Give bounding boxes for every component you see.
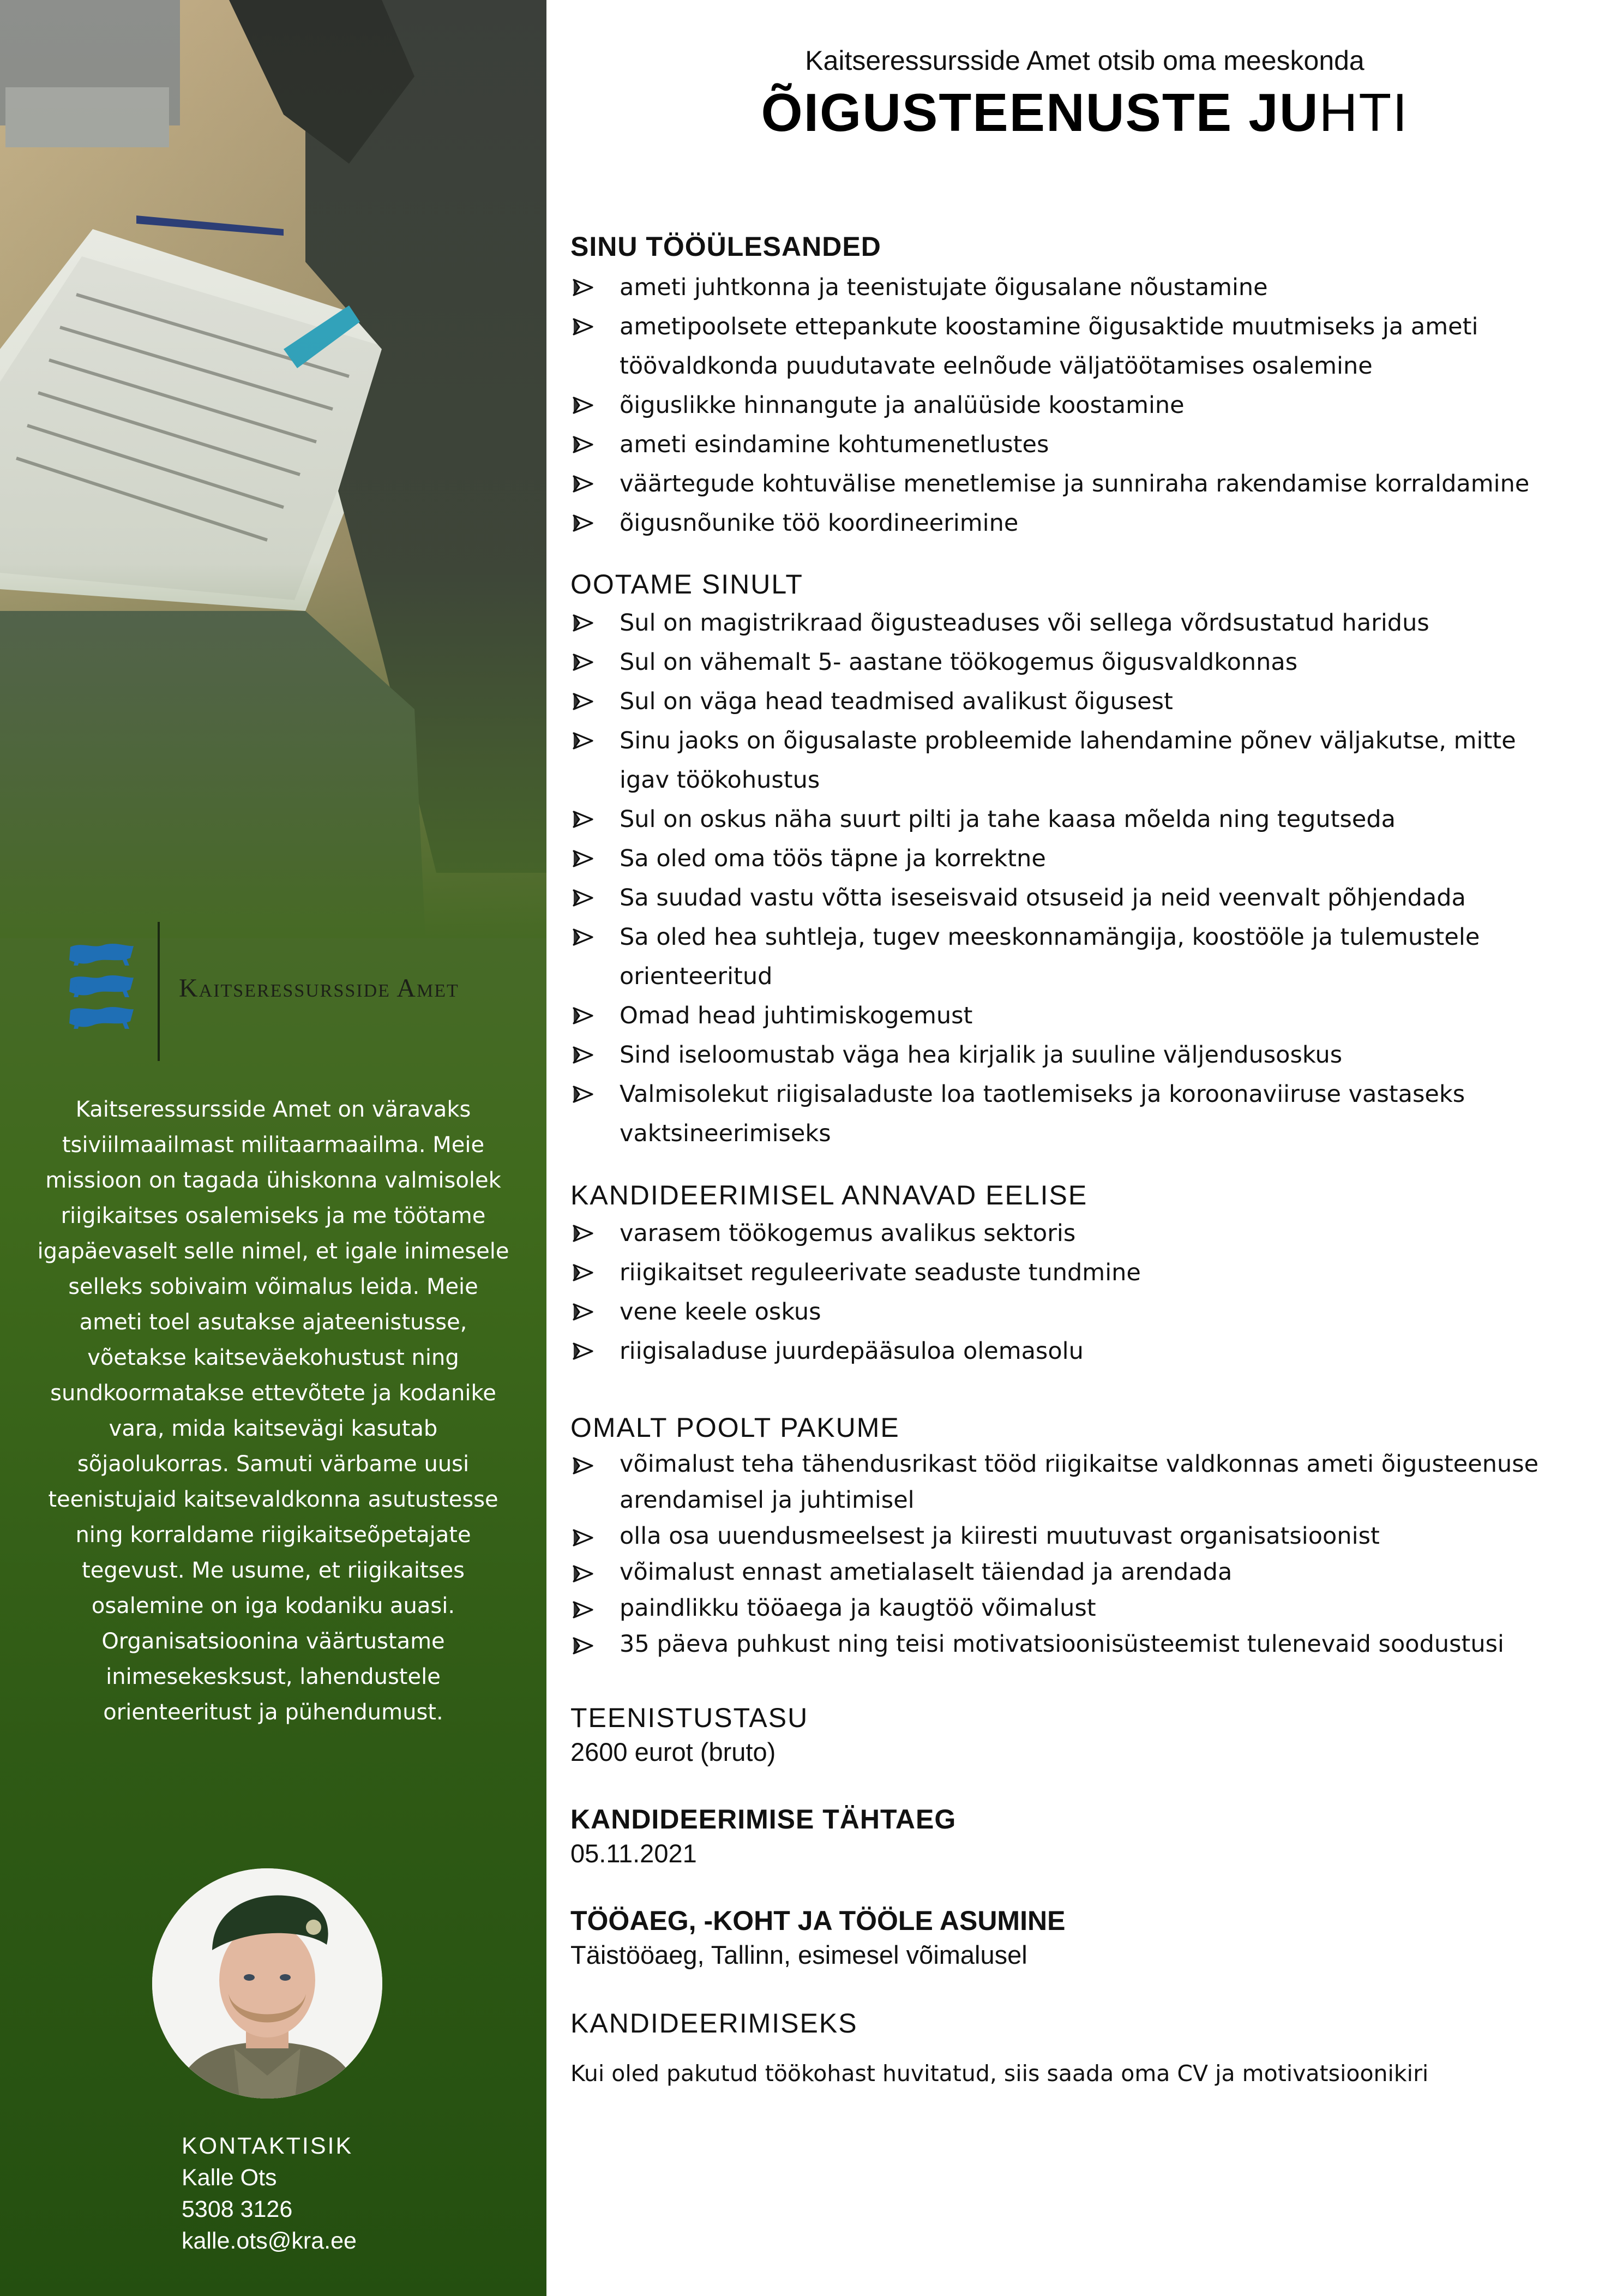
- requirements-list: [570, 603, 1601, 1153]
- list-item-continuation: töövaldkonda puudutavate eelnõude väljatöötamises osalemine: [620, 352, 1373, 380]
- arrow-bullet-icon: [570, 503, 603, 543]
- about-line: tsiviilmaailmast militaarmaailma. Meie: [62, 1132, 485, 1158]
- list-item: võimalust ennast ametialaselt täiendad ja arendada: [570, 1554, 1601, 1590]
- apply-text: Kui oled pakutud töökohast huvitatud, siis saada oma CV ja motivatsioonikiri: [570, 2060, 1429, 2087]
- about-line: riigikaitses osalemiseks ja me töötame: [61, 1203, 486, 1228]
- arrow-bullet-icon: [570, 603, 603, 643]
- list-item: Valmisolekut riigisaladuste loa taotlemiseks ja koroonaviiruse vastaseks: [570, 1075, 1601, 1114]
- list-item: vene keele oskus: [570, 1292, 1601, 1332]
- list-item: Sinu jaoks on õigusalaste probleemide lahendamine põnev väljakutse, mitte: [570, 721, 1601, 760]
- list-item: 35 päeva puhkust ning teisi motivatsioonisüsteemist tulenevaid soodustusi: [570, 1626, 1601, 1662]
- about-line: tegevust. Me usume, et riigikaitses: [82, 1558, 465, 1583]
- contact-name: Kalle Ots: [182, 2165, 277, 2191]
- advantages-heading: KANDIDEERIMISEL ANNAVAD EELISE: [570, 1180, 1088, 1210]
- list-item: Sa suudad vastu võtta iseseisvaid otsuseid ja neid veenvalt põhjendada: [570, 878, 1601, 918]
- about-line: inimesekesksust, lahendustele: [106, 1664, 441, 1689]
- contact-email: kalle.ots@kra.ee: [182, 2228, 357, 2254]
- organization-name: Kaitseressursside Amet: [179, 974, 459, 1003]
- sidebar: [0, 0, 546, 2296]
- about-line: sundkoormatakse ettevõtete ja kodanike: [50, 1381, 496, 1406]
- about-line: igapäevaselt selle nimel, et igale inimesele: [37, 1239, 509, 1264]
- arrow-bullet-icon: [570, 1518, 603, 1557]
- list-item-continuation: arendamisel ja juhtimisel: [620, 1486, 915, 1514]
- list-item: Sind iseloomustab väga hea kirjalik ja suuline väljendusoskus: [570, 1035, 1601, 1075]
- offer-heading: OMALT POOLT PAKUME: [570, 1412, 900, 1443]
- list-item: varasem töökogemus avalikus sektoris: [570, 1214, 1601, 1253]
- requirements-heading: OOTAME SINULT: [570, 569, 803, 600]
- arrow-bullet-icon: [570, 643, 603, 682]
- duties-heading: SINU TÖÖÜLESANDED: [570, 231, 881, 262]
- salary-value: 2600 eurot (bruto): [570, 1737, 776, 1766]
- list-item: Sa oled hea suhtleja, tugev meeskonnamängija, koostööle ja tulemustele: [570, 918, 1601, 957]
- list-item: Sa oled oma töös täpne ja korrektne: [570, 839, 1601, 878]
- arrow-bullet-icon: [570, 268, 603, 307]
- list-item: paindlikku tööaega ja kaugtöö võimalust: [570, 1590, 1601, 1626]
- worktime-value: Täistööaeg, Tallinn, esimesel võimalusel: [570, 1940, 1027, 1969]
- advantages-list: [570, 1214, 1601, 1371]
- arrow-bullet-icon: [570, 800, 603, 839]
- contact-heading: KONTAKTISIK: [182, 2133, 353, 2159]
- arrow-bullet-icon: [570, 464, 603, 503]
- arrow-bullet-icon: [570, 1075, 603, 1114]
- worktime-heading: TÖÖAEG, -KOHT JA TÖÖLE ASUMINE: [570, 1905, 1066, 1936]
- about-line: teenistujaid kaitsevaldkonna asutustesse: [48, 1487, 498, 1512]
- about-line: ameti toel asutakse ajateenistusse,: [79, 1310, 467, 1335]
- duties-list: [570, 268, 1601, 543]
- page-subtitle: Kaitseressursside Amet otsib oma meeskonda: [805, 45, 1364, 76]
- arrow-bullet-icon: [570, 386, 603, 425]
- list-item: Sul on väga head teadmised avalikust õigusest: [570, 682, 1601, 721]
- contact-block: [182, 2130, 357, 2257]
- list-item: riigisaladuse juurdepääsuloa olemasolu: [570, 1332, 1601, 1371]
- arrow-bullet-icon: [570, 1035, 603, 1075]
- list-item: võimalust teha tähendusrikast tööd riigikaitse valdkonnas ameti õigusteenuse: [570, 1446, 1601, 1482]
- page-title: [546, 82, 1623, 143]
- arrow-bullet-icon: [570, 1626, 603, 1665]
- arrow-bullet-icon: [570, 1292, 603, 1332]
- arrow-bullet-icon: [570, 839, 603, 878]
- list-item: Sul on magistrikraad õigusteaduses või sellega võrdsustatud haridus: [570, 603, 1601, 643]
- arrow-bullet-icon: [570, 996, 603, 1035]
- about-line: selleks sobivaim võimalus leida. Meie: [68, 1274, 478, 1299]
- list-item: riigikaitset reguleerivate seaduste tundmine: [570, 1253, 1601, 1292]
- arrow-bullet-icon: [570, 918, 603, 957]
- title-light-part: HTI: [1319, 82, 1409, 142]
- deadline-heading: KANDIDEERIMISE TÄHTAEG: [570, 1804, 957, 1835]
- about-line: ning korraldame riigikaitseõpetajate: [75, 1522, 471, 1548]
- about-line: Organisatsioonina väärtustame: [101, 1629, 445, 1654]
- about-line: missioon on tagada ühiskonna valmisolek: [45, 1168, 501, 1193]
- list-item-continuation: igav töökohustus: [620, 766, 820, 794]
- organization-description: [31, 1092, 516, 1730]
- list-item: olla osa uuendusmeelsest ja kiiresti muutuvast organisatsioonist: [570, 1518, 1601, 1554]
- arrow-bullet-icon: [570, 878, 603, 918]
- about-line: vara, mida kaitsevägi kasutab: [109, 1416, 438, 1441]
- arrow-bullet-icon: [570, 721, 603, 760]
- list-item: Sul on oskus näha suurt pilti ja tahe kaasa mõelda ning tegutseda: [570, 800, 1601, 839]
- offer-list: [570, 1446, 1601, 1662]
- about-line: võetakse kaitseväekohustust ning: [87, 1345, 459, 1370]
- arrow-bullet-icon: [570, 1446, 603, 1485]
- arrow-bullet-icon: [570, 307, 603, 346]
- arrow-bullet-icon: [570, 1590, 603, 1629]
- about-line: osalemine on iga kodaniku auasi.: [91, 1593, 455, 1618]
- arrow-bullet-icon: [570, 425, 603, 464]
- list-item-continuation: orienteeritud: [620, 963, 773, 990]
- arrow-bullet-icon: [570, 1214, 603, 1253]
- logo-divider: [158, 922, 160, 1061]
- list-item: ametipoolsete ettepankute koostamine õigusaktide muutmiseks ja ameti: [570, 307, 1601, 346]
- list-item: õigusnõunike töö koordineerimine: [570, 503, 1601, 543]
- deadline-value: 05.11.2021: [570, 1839, 697, 1868]
- list-item: Sul on vähemalt 5- aastane töökogemus õigusvaldkonnas: [570, 643, 1601, 682]
- about-line: Kaitseressursside Amet on väravaks: [75, 1097, 471, 1122]
- contact-phone: 5308 3126: [182, 2196, 293, 2222]
- arrow-bullet-icon: [570, 1332, 603, 1371]
- list-item: ameti juhtkonna ja teenistujate õigusalane nõustamine: [570, 268, 1601, 307]
- list-item-continuation: vaktsineerimiseks: [620, 1120, 831, 1147]
- list-item: õiguslikke hinnangute ja analüüside koostamine: [570, 386, 1601, 425]
- salary-heading: TEENISTUSTASU: [570, 1702, 809, 1733]
- three-lions-coat-of-arms-icon: [66, 942, 136, 1037]
- about-line: orienteeritust ja pühendumust.: [103, 1700, 443, 1725]
- list-item: Omad head juhtimiskogemust: [570, 996, 1601, 1035]
- arrow-bullet-icon: [570, 1253, 603, 1292]
- apply-heading: KANDIDEERIMISEKS: [570, 2008, 858, 2039]
- arrow-bullet-icon: [570, 1554, 603, 1593]
- list-item: ameti esindamine kohtumenetlustes: [570, 425, 1601, 464]
- arrow-bullet-icon: [570, 682, 603, 721]
- title-bold-part: ÕIGUSTEENUSTE JU: [761, 82, 1319, 142]
- about-line: sõjaolukorras. Samuti värbame uusi: [77, 1452, 470, 1477]
- header-photo: [0, 0, 546, 938]
- organization-logo: [66, 916, 480, 1064]
- list-item: väärtegude kohtuvälise menetlemise ja sunniraha rakendamise korraldamine: [570, 464, 1601, 503]
- contact-person-photo: [152, 1868, 382, 2099]
